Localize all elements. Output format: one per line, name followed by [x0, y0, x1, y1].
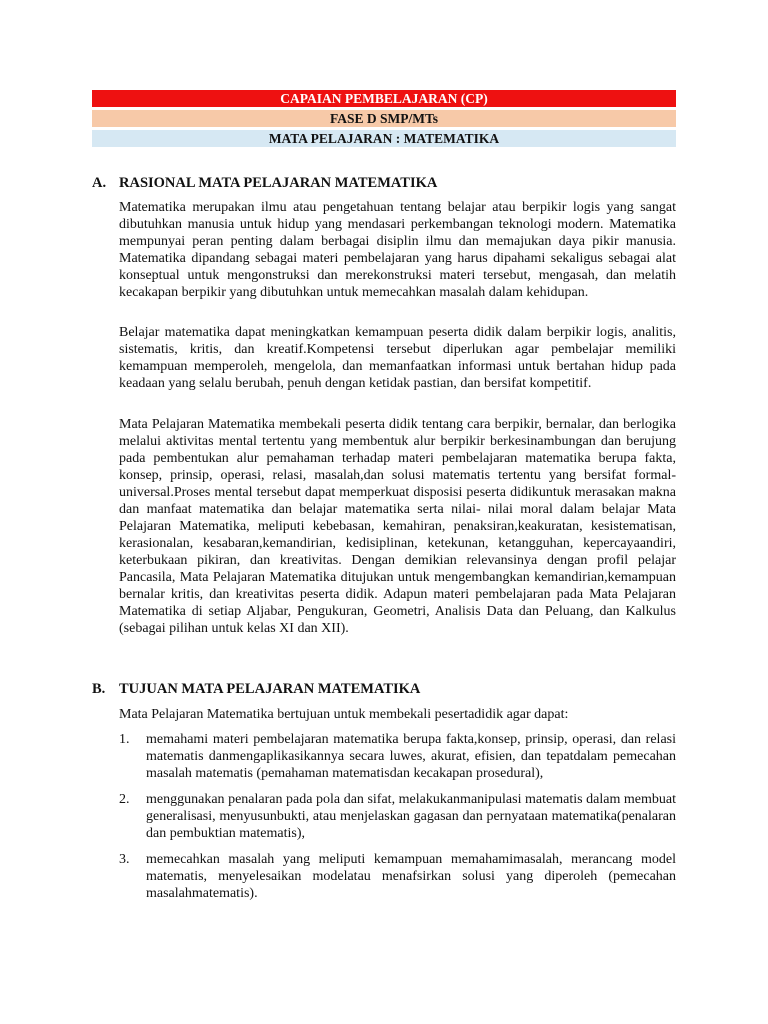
list-item — [119, 851, 676, 902]
section-a-paragraph-1: Matematika merupakan ilmu atau pengetahuan tentang belajar atau berpikir logis yang sangat dibutuhkan manusia untuk hidup yang mendasari perkembangan teknologi modern. Matematika mempunyai peran penting dalam berbagai disiplin ilmu dan memajukan daya pikir manusia. Matematika dipandang sebagai materi pembelajaran yang harus dipahami sekaligus sebagai alat konseptual untuk mengonstruksi dan merekonstruksi materi tersebut, mengasah, dan melatih kecakapan berpikir yang dibutuhkan untuk memecahkan masalah dalam kehidupan. — [119, 200, 676, 300]
list-item-text: memecahkan masalah yang meliputi kemampuan memahamimasalah, merancang model matematis, menyelesaikan modelatau menafsirkan solusi yang diperoleh (pemecahan masalahmatematis). — [146, 852, 676, 901]
section-b-letter: B. — [92, 681, 106, 697]
section-a-paragraph-3: Mata Pelajaran Matematika membekali peserta didik tentang cara berpikir, bernalar, dan berlogika melalui aktivitas mental tertentu yang membentuk alur berpikir berkesinambungan dan berujung pada pembentukan alur pemahaman terhadap materi pembelajaran matematika berupa fakta, konsep, prinsip, operasi, relasi, masalah,dan solusi matematis tertentu yang bersifat formal-universal.Proses mental tersebut dapat memperkuat disposisi peserta didikuntuk merasakan makna dan manfaat matematika dan belajar matematika serta nilai- nilai moral dalam belajar Mata Pelajaran Matematika, meliputi kebebasan, kemahiran, penaksiran,keakuratan, kesistematisan, kerasionalan, kesabaran,kemandirian, kedisiplinan, ketekunan, ketangguhan, kepercayaandiri, keterbukaan pikiran, dan kreativitas. Dengan demikian relevansinya dengan profil pelajar Pancasila, Mata Pelajaran Matematika ditujukan untuk mengembangkan kemandirian,kemampuan bernalar kritis, dan kreativitas peserta didik. Adapun materi pembelajaran pada Mata Pelajaran Matematika di setiap Aljabar, Pengukuran, Geometri, Analisis Data dan Peluang, dan Kalkulus (sebagai pilihan untuk kelas XI dan XII). — [119, 417, 676, 636]
list-item-number: 3. — [119, 852, 130, 867]
objectives-list — [119, 731, 676, 911]
list-item-number: 2. — [119, 792, 130, 807]
section-b-heading — [92, 681, 420, 698]
list-item-text: menggunakan penalaran pada pola dan sifat, melakukanmanipulasi matematis dalam membuat generalisasi, menyusunbukti, atau menjelaskan gagasan dan pernyataan matematika(penalaran dan pembuktian matematis), — [146, 792, 676, 841]
section-b-intro: Mata Pelajaran Matematika bertujuan untuk membekali pesertadidik agar dapat: — [119, 707, 569, 722]
fase-banner: FASE D SMP/MTs — [92, 110, 676, 127]
section-b-title: TUJUAN MATA PELAJARAN MATEMATIKA — [119, 681, 421, 697]
section-a-letter: A. — [92, 175, 107, 191]
mapel-banner: MATA PELAJARAN : MATEMATIKA — [92, 130, 676, 147]
list-item-number: 1. — [119, 732, 130, 747]
list-item — [119, 791, 676, 842]
section-a-paragraph-2: Belajar matematika dapat meningkatkan kemampuan peserta didik dalam berpikir logis, analitis, sistematis, kritis, dan kreatif.Kompetensi tersebut diperlukan agar pembelajar memiliki kemampuan memperoleh, mengelola, dan memanfaatkan informasi untuk bertahan hidup pada keadaan yang selalu berubah, penuh dengan ketidak pastian, dan bersifat kompetitif. — [119, 325, 676, 391]
section-a-heading — [92, 175, 437, 192]
cp-banner: CAPAIAN PEMBELAJARAN (CP) — [92, 90, 676, 107]
section-a-title: RASIONAL MATA PELAJARAN MATEMATIKA — [119, 175, 438, 191]
list-item-text: memahami materi pembelajaran matematika berupa fakta,konsep, prinsip, operasi, dan relasi matematis danmengaplikasikannya secara luwes, akurat, efisien, dan tepatdalam pemecahan masalah matematis (pemahaman matematisdan kecakapan prosedural), — [146, 732, 676, 781]
list-item — [119, 731, 676, 782]
